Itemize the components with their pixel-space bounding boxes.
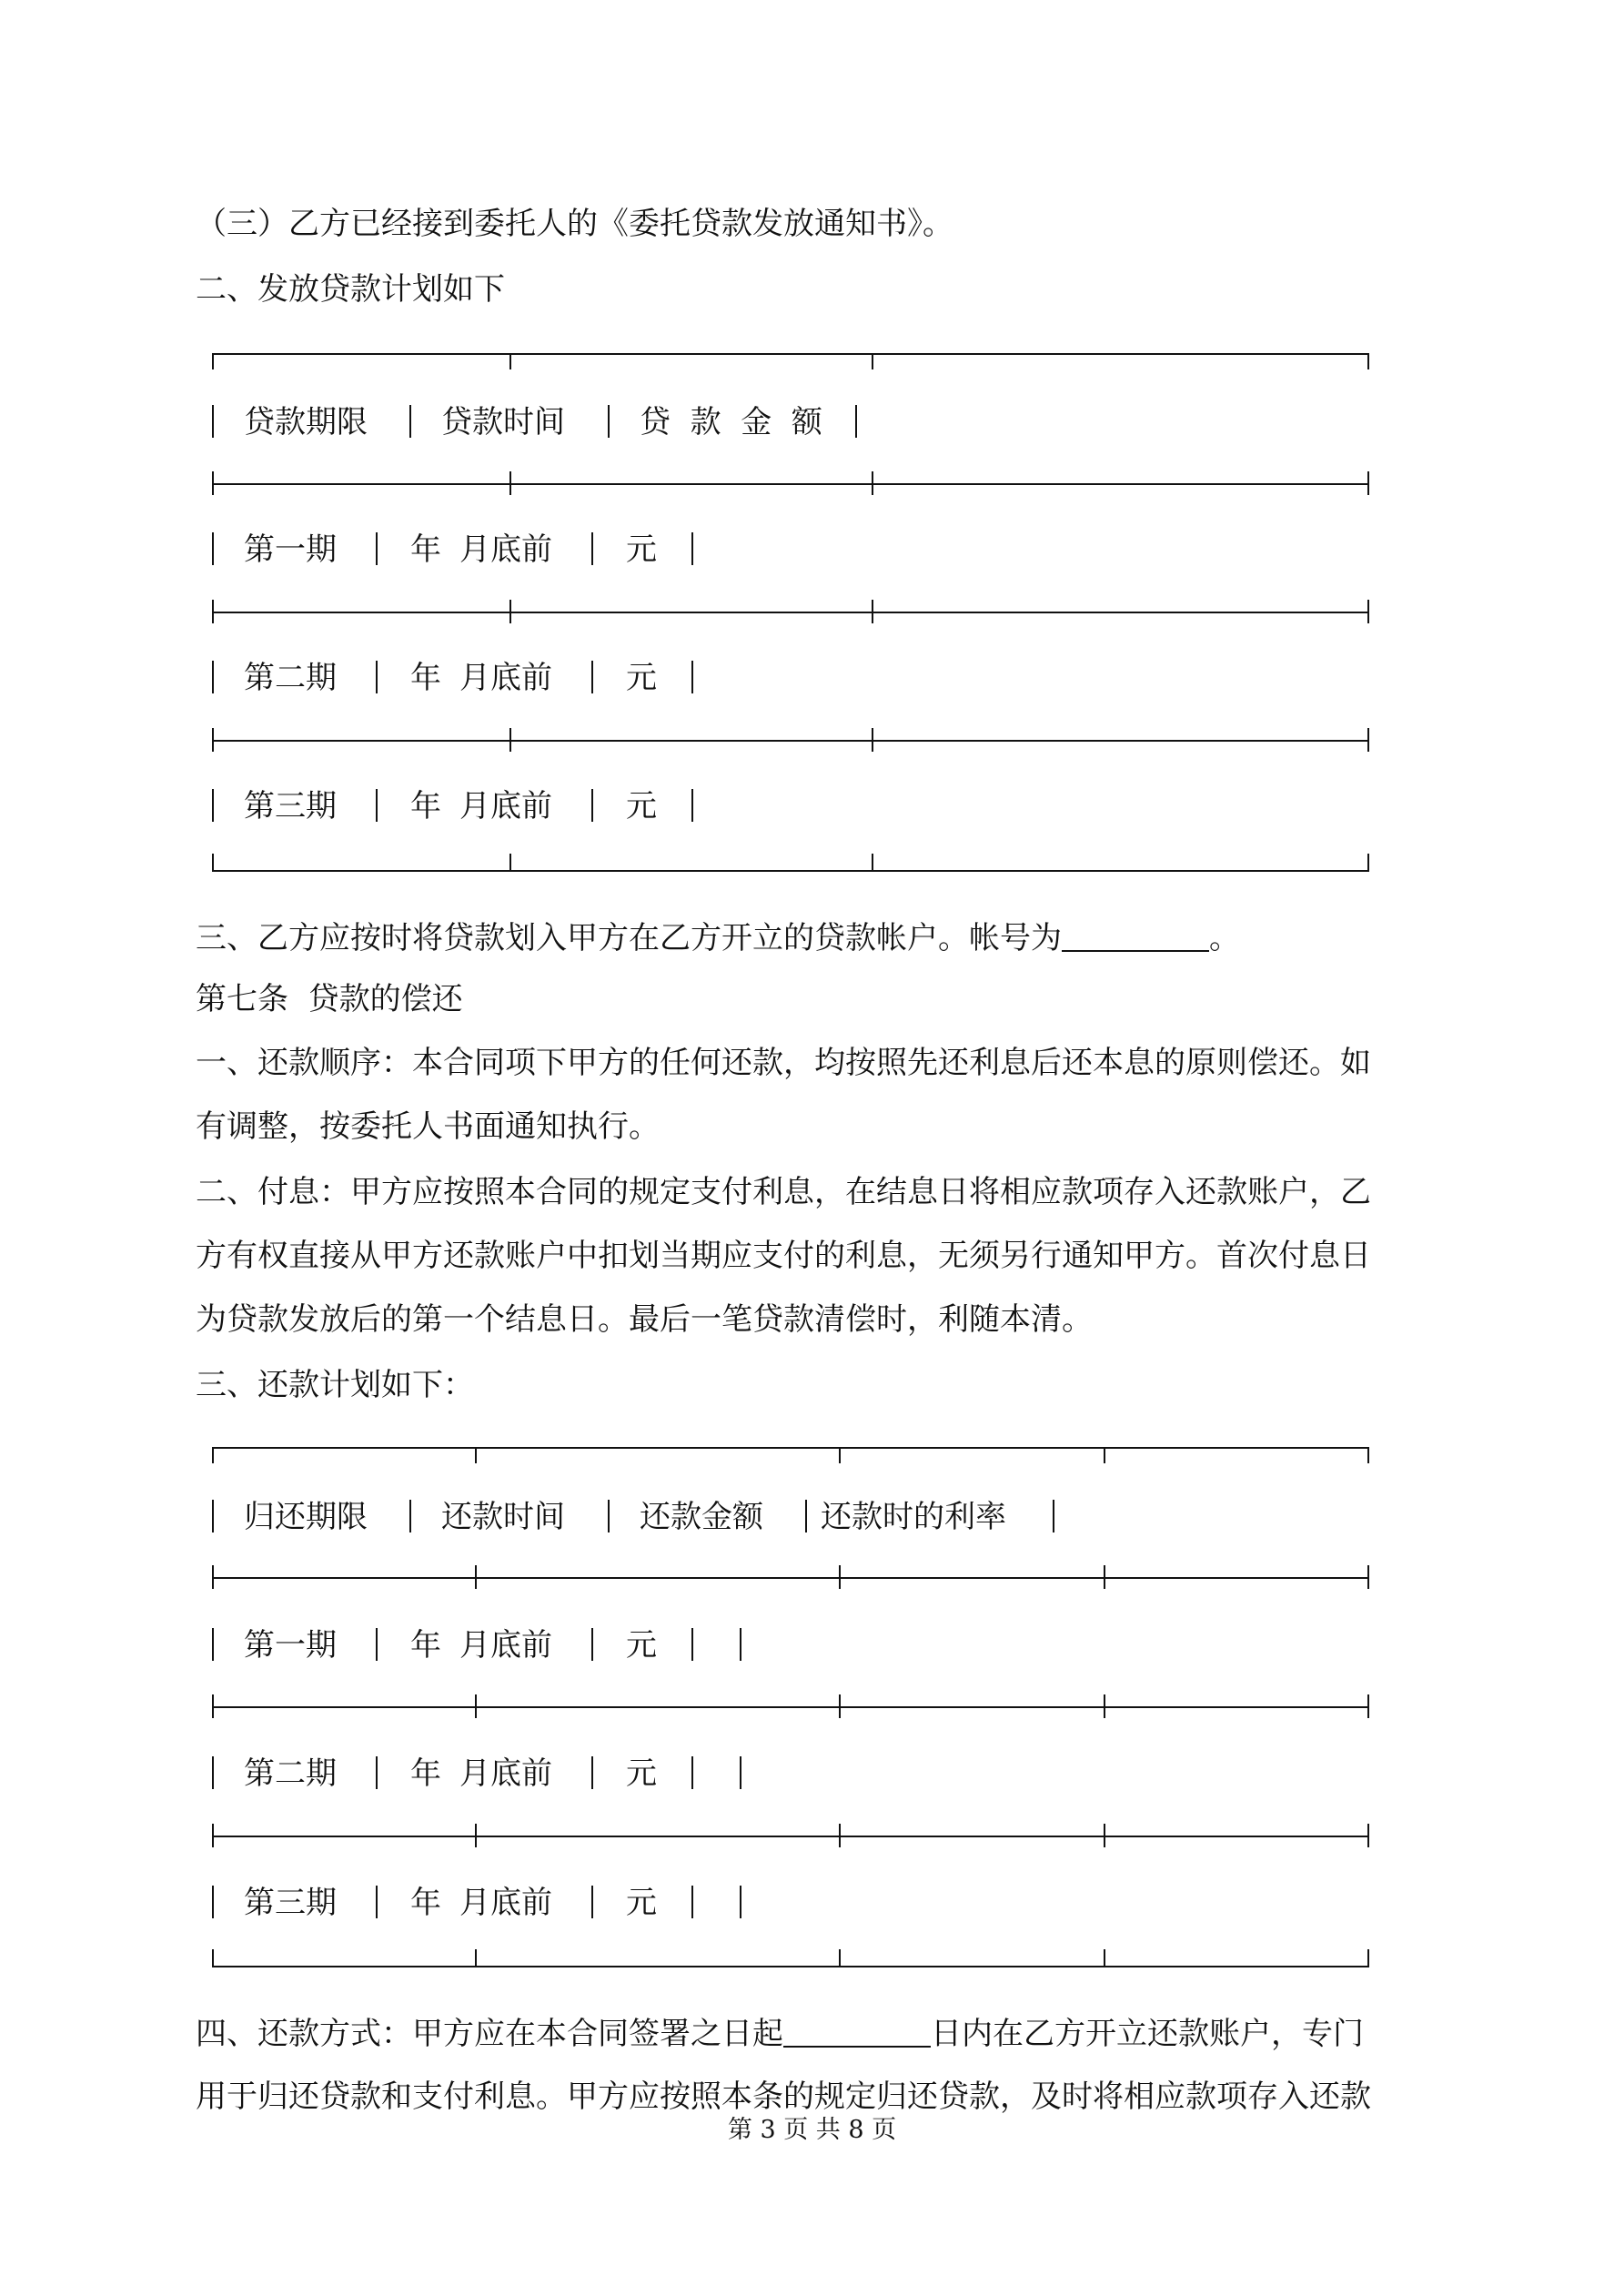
paragraph-repayment-order: 一、还款顺序：本合同项下甲方的任何还款，均按照先还利息后还本息的原则偿还。如	[196, 1045, 1371, 1081]
table1-row-period: 第一期	[244, 531, 337, 568]
table2-row-month: 月底前	[459, 1627, 552, 1664]
table2-row-year: 年	[410, 1885, 441, 1921]
table1-row-period: 第三期	[244, 788, 337, 824]
table2-row-amount: 元	[626, 1885, 657, 1921]
paragraph-repayment-method: 四、还款方式：甲方应在本合同签署之日起 日内在乙方开立还款账户，专门	[196, 2016, 1364, 2052]
table2-row-month: 月底前	[459, 1755, 552, 1792]
article-seven-heading: 第七条 贷款的偿还	[196, 981, 463, 1017]
table1-row-amount: 元	[626, 660, 657, 696]
table1-header-period: 贷款期限	[244, 404, 368, 440]
table1-row-year: 年	[410, 660, 441, 696]
table2-row-year: 年	[410, 1755, 441, 1792]
table2-header-period: 归还期限	[244, 1499, 368, 1535]
table1-row-year: 年	[410, 531, 441, 568]
paragraph-repayment-method-cont: 用于归还贷款和支付利息。甲方应按照本条的规定归还贷款，及时将相应款项存入还款	[196, 2079, 1371, 2115]
paragraph-interest-payment-cont2: 为贷款发放后的第一个结息日。最后一笔贷款清偿时，利随本清。	[196, 1301, 1093, 1338]
table2-row-amount: 元	[626, 1627, 657, 1664]
table1-row-month: 月底前	[459, 788, 552, 824]
paragraph-account-transfer: 三、乙方应按时将贷款划入甲方在乙方开立的贷款帐户。帐号为 。	[196, 920, 1240, 956]
paragraph-interest-payment: 二、付息：甲方应按照本合同的规定支付利息，在结息日将相应款项存入还款账户，乙	[196, 1174, 1371, 1210]
paragraph-repayment-order-cont: 有调整，按委托人书面通知执行。	[196, 1108, 660, 1145]
table2-row-period: 第一期	[244, 1627, 337, 1664]
paragraph-notice-received: （三）乙方已经接到委托人的《委托贷款发放通知书》。	[196, 206, 953, 242]
table2-header-rate: 还款时的利率	[821, 1499, 1006, 1535]
table2-header-amount: 还款金额	[640, 1499, 763, 1535]
table1-header-time: 贷款时间	[441, 404, 565, 440]
table1-row-month: 月底前	[459, 531, 552, 568]
paragraph-repayment-plan-heading: 三、还款计划如下：	[196, 1367, 474, 1403]
table1-row-period: 第二期	[244, 660, 337, 696]
table1-row-month: 月底前	[459, 660, 552, 696]
page-footer: 第 3 页 共 8 页	[727, 2116, 897, 2144]
table2-row-period: 第二期	[244, 1755, 337, 1792]
table1-row-year: 年	[410, 788, 441, 824]
table2-row-amount: 元	[626, 1755, 657, 1792]
table2-row-period: 第三期	[244, 1885, 337, 1921]
table1-header-amount: 贷 款 金 额	[640, 404, 822, 440]
table2-row-year: 年	[410, 1627, 441, 1664]
table2-row-month: 月底前	[459, 1885, 552, 1921]
paragraph-disbursement-plan-heading: 二、发放贷款计划如下	[196, 271, 505, 308]
table2-header-time: 还款时间	[441, 1499, 565, 1535]
account-number-blank	[1062, 919, 1209, 952]
table1-row-amount: 元	[626, 788, 657, 824]
table1-row-amount: 元	[626, 531, 657, 568]
days-blank	[783, 2015, 931, 2048]
paragraph-interest-payment-cont1: 方有权直接从甲方还款账户中扣划当期应支付的利息，无须另行通知甲方。首次付息日	[196, 1238, 1371, 1274]
